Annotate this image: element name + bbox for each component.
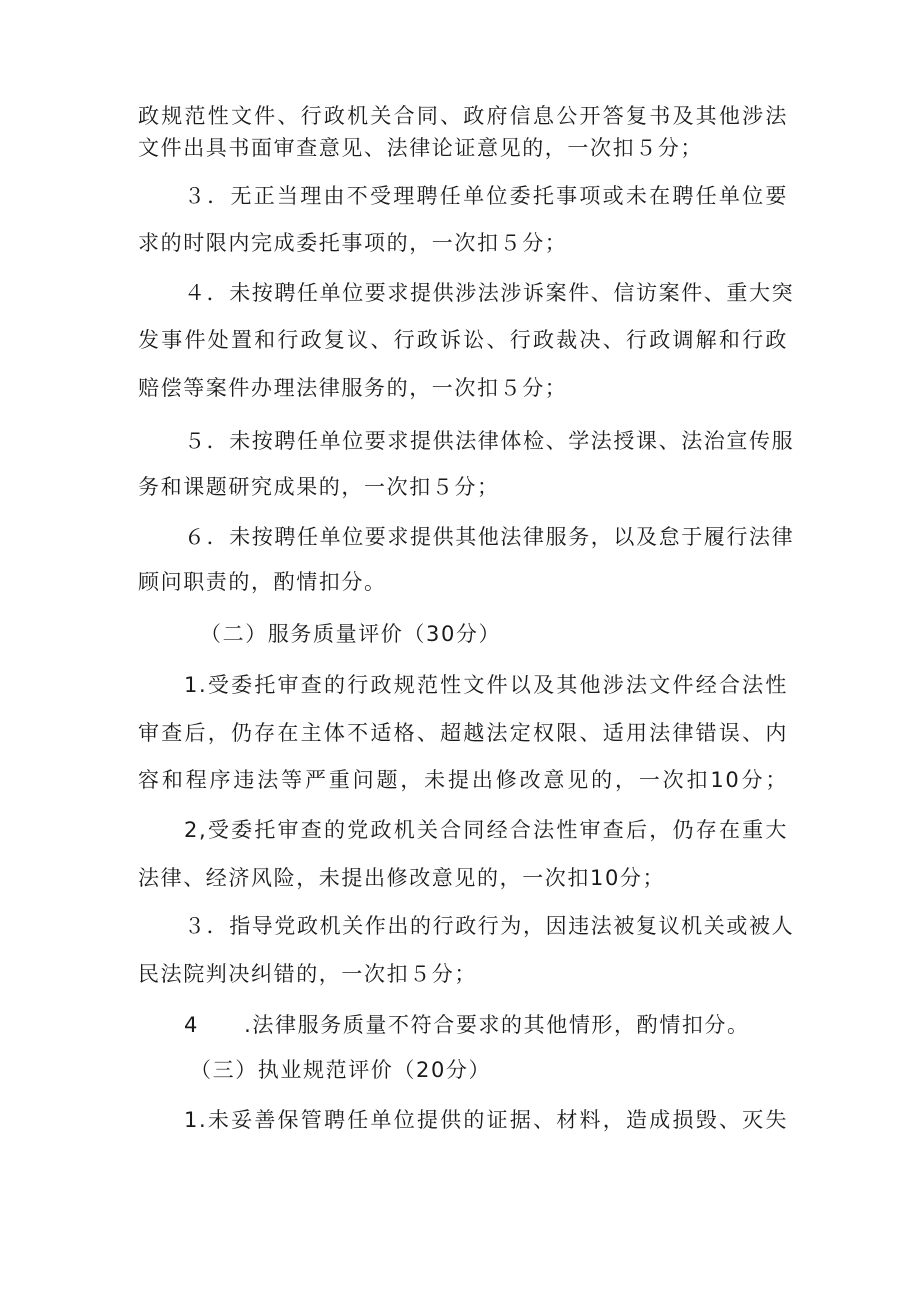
text-line: 务和课题研究成果的，一次扣５分； — [138, 475, 500, 499]
text-line: 政规范性文件、行政机关合同、政府信息公开答复书及其他涉法 — [138, 104, 788, 128]
list-item-1: 1.受委托审查的行政规范性文件以及其他涉法文件经合法性 — [184, 673, 788, 697]
section-heading-2: （二）服务质量评价（30分） — [200, 622, 502, 646]
list-item-4b: 4 .法律服务质量不符合要求的其他情形，酌情扣分。 — [184, 1013, 750, 1037]
text-line: 顾问职责的，酌情扣分。 — [138, 570, 387, 594]
text-line: 容和程序违法等严重问题，未提出修改意见的，一次扣10分； — [138, 768, 788, 792]
list-item-6: ６．未按聘任单位要求提供其他法律服务，以及怠于履行法律 — [184, 525, 795, 549]
list-item-1b: 1.未妥善保管聘任单位提供的证据、材料，造成损毁、灭失 — [184, 1108, 788, 1132]
list-item-3b: ３．指导党政机关作出的行政行为，因违法被复议机关或被人 — [184, 914, 795, 938]
text-line: 审查后，仍存在主体不适格、超越法定权限、适用法律错误、内 — [138, 721, 788, 745]
text-line: 求的时限内完成委托事项的，一次扣５分； — [138, 231, 568, 255]
list-item-5: ５．未按聘任单位要求提供法律体检、学法授课、法治宣传服 — [184, 429, 795, 453]
text-line: 法律、经济风险，未提出修改意见的，一次扣10分； — [138, 866, 666, 890]
list-item-4: ４．未按聘任单位要求提供涉法涉诉案件、信访案件、重大突 — [184, 281, 795, 305]
text-line: 发事件处置和行政复议、行政诉讼、行政裁决、行政调解和行政 — [138, 328, 788, 352]
text-line: 民法院判决纠错的，一次扣５分； — [138, 962, 477, 986]
text-line: 文件出具书面审查意见、法律论证意见的，一次扣５分； — [138, 136, 703, 160]
list-item-3: ３．无正当理由不受理聘任单位委托事项或未在聘任单位要 — [184, 184, 788, 208]
list-item-2: 2,受委托审查的党政机关合同经合法性审查后，仍存在重大 — [184, 818, 788, 842]
text-line: 赔偿等案件办理法律服务的，一次扣５分； — [138, 376, 568, 400]
section-heading-3: （三）执业规范评价（20分） — [190, 1058, 492, 1082]
